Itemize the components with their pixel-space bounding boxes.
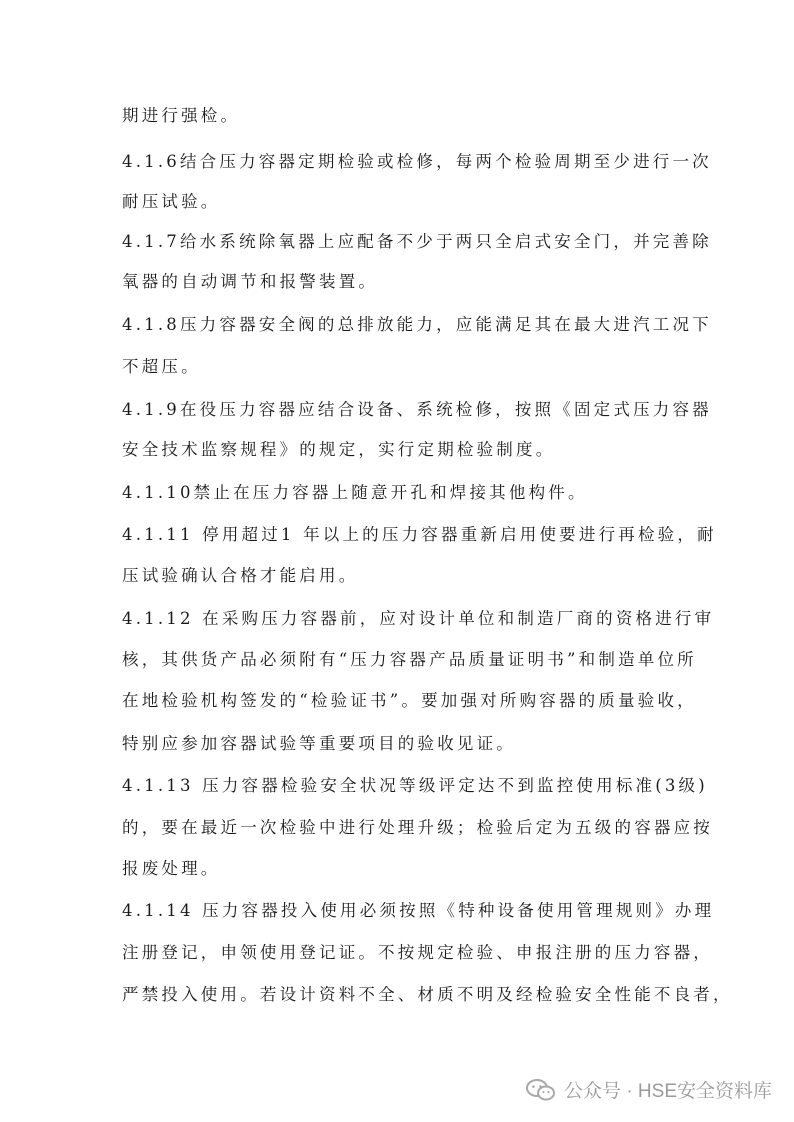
text-line: 耐压试验。 <box>122 192 221 211</box>
text-line: 特别应参加容器试验等重要项目的验收见证。 <box>122 734 516 753</box>
text-line: 压试验确认合格才能启用。 <box>122 566 359 585</box>
text-line: 在地检验机构签发的“检验证书”。要加强对所购容器的质量验收， <box>122 691 697 710</box>
text-line: 注册登记，申领使用登记证。不按规定检验、申报注册的压力容器， <box>122 943 713 962</box>
text-line: 4.1.9在役压力容器应结合设备、系统检修，按照《固定式压力容器 <box>122 400 712 419</box>
text-line: 期进行强检。 <box>122 106 241 125</box>
watermark <box>526 1076 772 1103</box>
text-line: 严禁投入使用。若设计资料不全、材质不明及经检验安全性能不良者， <box>122 985 733 1004</box>
text-line: 4.1.14 压力容器投入使用必须按照《特种设备使用管理规则》办理 <box>122 901 715 920</box>
text-line: 不超压。 <box>122 357 201 376</box>
text-line: 的，要在最近一次检验中进行处理升级；检验后定为五级的容器应按 <box>122 818 713 837</box>
text-line: 4.1.13 压力容器检验安全状况等级评定达不到监控使用标准(3级) <box>122 776 708 795</box>
text-line: 4.1.7给水系统除氧器上应配备不少于两只全启式安全门，并完善除 <box>122 232 712 251</box>
watermark-text: 公众号 · HSE安全资料库 <box>564 1081 772 1102</box>
text-line: 报废处理。 <box>122 859 221 878</box>
text-line: 4.1.8压力容器安全阀的总排放能力，应能满足其在最大进汽工况下 <box>122 315 712 334</box>
text-line: 氧器的自动调节和报警装置。 <box>122 272 379 291</box>
text-line: 安全技术监察规程》的规定，实行定期检验制度。 <box>122 440 556 459</box>
text-line: 核，其供货产品必须附有“压力容器产品质量证明书”和制造单位所 <box>122 650 697 669</box>
text-line: 4.1.6结合压力容器定期检验或检修，每两个检验周期至少进行一次 <box>122 152 712 171</box>
text-line: 4.1.11 停用超过1 年以上的压力容器重新启用使要进行再检验，耐 <box>122 525 717 544</box>
text-line: 4.1.10禁止在压力容器上随意开孔和焊接其他构件。 <box>122 483 588 502</box>
wechat-icon <box>526 1078 556 1102</box>
text-line: 4.1.12 在采购压力容器前，应对设计单位和制造厂商的资格进行审 <box>122 609 715 628</box>
